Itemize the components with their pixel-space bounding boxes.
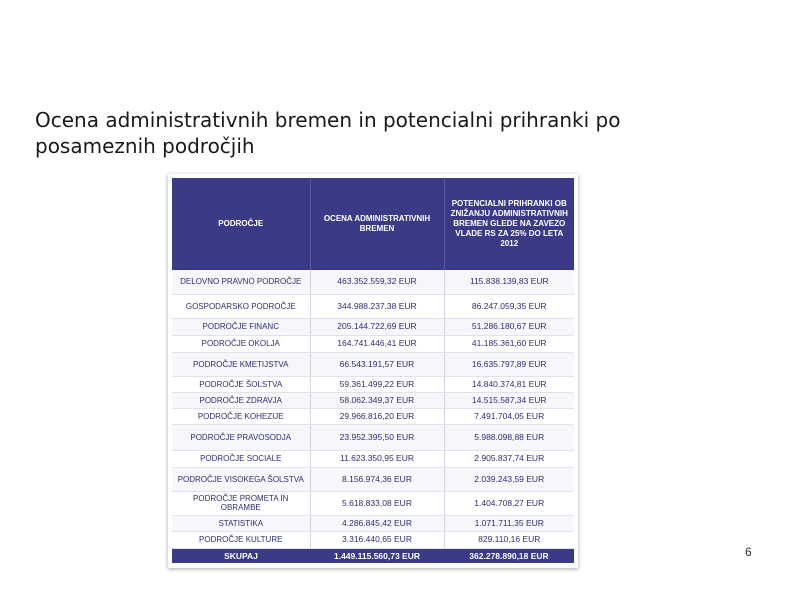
savings-cell: 7.491.704,05 EUR — [444, 408, 574, 424]
burden-table — [172, 178, 574, 563]
area-cell: PODROČJE PRAVOSODJA — [172, 424, 310, 450]
table-row — [172, 392, 574, 408]
savings-cell: 2.905.837,74 EUR — [444, 450, 574, 467]
burden-cell: 205.144.722,69 EUR — [310, 318, 444, 335]
savings-cell: 829.110,16 EUR — [444, 531, 574, 548]
total-label: SKUPAJ — [172, 548, 310, 563]
table-row — [172, 408, 574, 424]
savings-cell: 41.185.361,60 EUR — [444, 335, 574, 352]
burden-cell: 58.062.349,37 EUR — [310, 392, 444, 408]
burden-cell: 463.352.559,32 EUR — [310, 270, 444, 294]
table-row — [172, 467, 574, 491]
table-row — [172, 352, 574, 376]
savings-cell: 14.840.374,81 EUR — [444, 376, 574, 392]
header-burden: OCENA ADMINISTRATIVNIH BREMEN — [310, 178, 444, 270]
table-row — [172, 424, 574, 450]
savings-cell: 2.039.243,59 EUR — [444, 467, 574, 491]
savings-cell: 1.404.708,27 EUR — [444, 491, 574, 515]
burden-cell: 66.543.191,57 EUR — [310, 352, 444, 376]
area-cell: STATISTIKA — [172, 515, 310, 531]
slide-title: Ocena administrativnih bremen in potencialni prihranki po posameznih področjih — [35, 108, 621, 158]
burden-cell: 4.286.845,42 EUR — [310, 515, 444, 531]
savings-cell: 51.286.180,67 EUR — [444, 318, 574, 335]
savings-cell: 86.247.059,35 EUR — [444, 294, 574, 318]
area-cell: PODROČJE KULTURE — [172, 531, 310, 548]
area-cell: PODROČJE FINANC — [172, 318, 310, 335]
burden-cell: 164.741.446,41 EUR — [310, 335, 444, 352]
area-cell: PODROČJE VISOKEGA ŠOLSTVA — [172, 467, 310, 491]
area-cell: PODROČJE KOHEZIJE — [172, 408, 310, 424]
page-number: 6 — [745, 545, 752, 559]
area-cell: PODROČJE ZDRAVJA — [172, 392, 310, 408]
area-cell: PODROČJE ŠOLSTVA — [172, 376, 310, 392]
savings-cell: 16.635.797,89 EUR — [444, 352, 574, 376]
area-cell: PODROČJE PROMETA IN OBRAMBE — [172, 491, 310, 515]
burden-cell: 23.952.395,50 EUR — [310, 424, 444, 450]
burden-cell: 8.156.974,36 EUR — [310, 467, 444, 491]
savings-cell: 5.988.098,88 EUR — [444, 424, 574, 450]
total-savings: 362.278.890,18 EUR — [444, 548, 574, 563]
table-row — [172, 376, 574, 392]
burden-cell: 344.988.237,38 EUR — [310, 294, 444, 318]
burden-cell: 3.316.440,65 EUR — [310, 531, 444, 548]
table-row — [172, 335, 574, 352]
savings-cell: 14.515.587,34 EUR — [444, 392, 574, 408]
header-area: PODROČJE — [172, 178, 310, 270]
savings-cell: 115.838.139,83 EUR — [444, 270, 574, 294]
table-header-row — [172, 178, 574, 270]
table-row — [172, 318, 574, 335]
burden-cell: 29.966.816,20 EUR — [310, 408, 444, 424]
total-burden: 1.449.115.560,73 EUR — [310, 548, 444, 563]
area-cell: PODROČJE KMETIJSTVA — [172, 352, 310, 376]
area-cell: DELOVNO PRAVNO PODROČJE — [172, 270, 310, 294]
burden-table-image — [168, 174, 578, 568]
area-cell: GOSPODARSKO PODROČJE — [172, 294, 310, 318]
table-row — [172, 531, 574, 548]
area-cell: PODROČJE OKOLJA — [172, 335, 310, 352]
table-row — [172, 450, 574, 467]
header-savings: POTENCIALNI PRIHRANKI OB ZNIŽANJU ADMINISTRATIVNIH BREMEN GLEDE NA ZAVEZO VLADE RS ZA 25% DO LETA 2012 — [444, 178, 574, 270]
savings-cell: 1.071.711,35 EUR — [444, 515, 574, 531]
area-cell: PODROČJE SOCIALE — [172, 450, 310, 467]
table-row — [172, 515, 574, 531]
table-row — [172, 270, 574, 294]
table-row — [172, 491, 574, 515]
burden-cell: 11.623.350,95 EUR — [310, 450, 444, 467]
burden-cell: 59.361.499,22 EUR — [310, 376, 444, 392]
table-total-row — [172, 548, 574, 563]
table-row — [172, 294, 574, 318]
burden-cell: 5.618.833,08 EUR — [310, 491, 444, 515]
